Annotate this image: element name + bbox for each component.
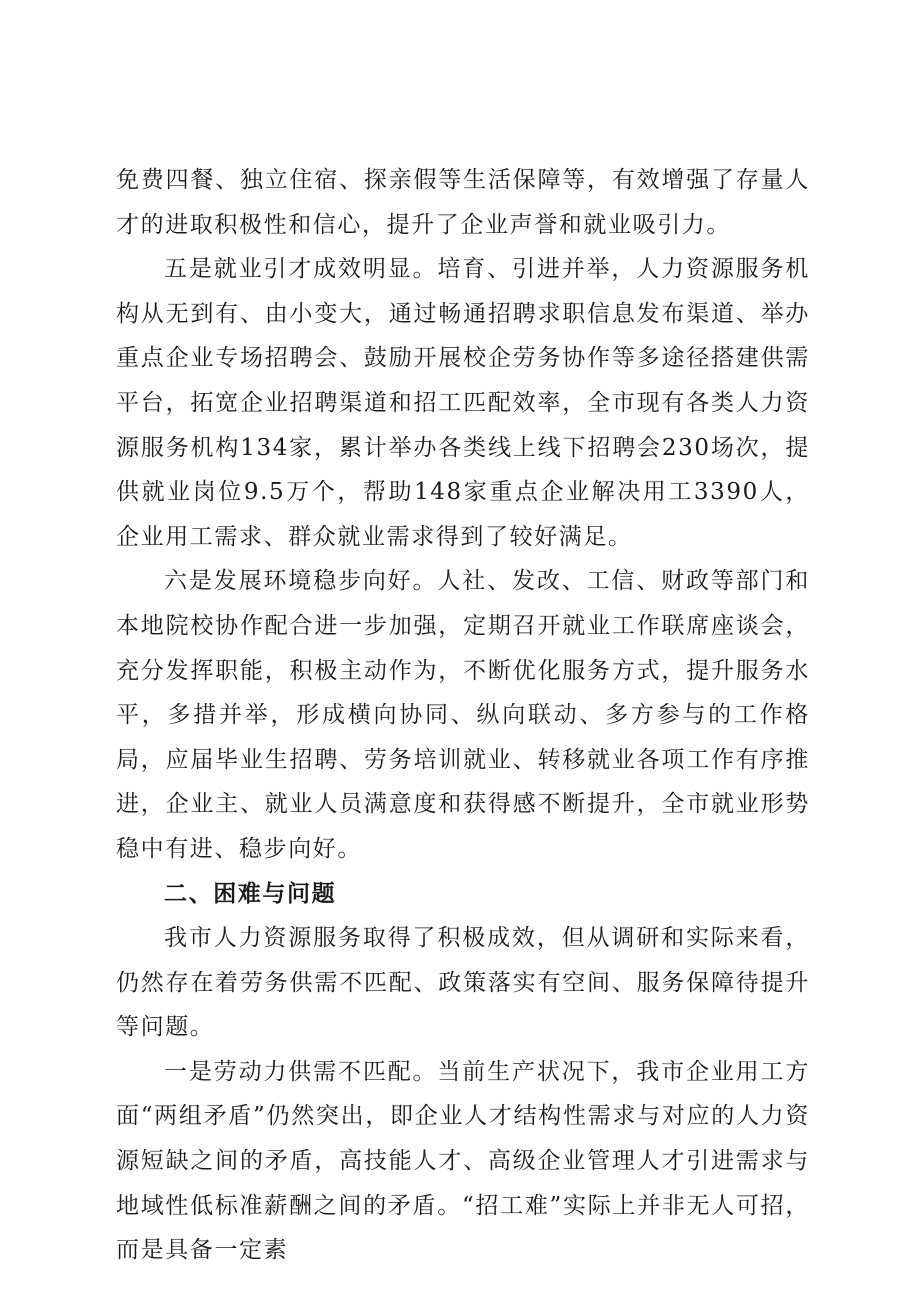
paragraph-problems-overview: 我市人力资源服务取得了积极成效，但从调研和实际来看，仍然存在着劳务供需不匹配、政策落实有空间、服务保障待提升等问题。 — [116, 925, 810, 1041]
paragraph-labor-mismatch: 一是劳动力供需不匹配。当前生产状况下，我市企业用工方面“两组矛盾”仍然突出，即企业人才结构性需求与对应的人力资源短缺之间的矛盾，高技能人才、高级企业管理人才引进需求与地域性低标准薪酬之间的矛盾。“招工难”实际上并非无人可招，而是具备一定素 — [116, 1058, 810, 1264]
document-body — [116, 158, 810, 1273]
paragraph-living-support: 免费四餐、独立住宿、探亲假等生活保障等，有效增强了存量人才的进取积极性和信心，提升了企业声誉和就业吸引力。 — [116, 167, 810, 238]
section-heading-difficulties: 二、困难与问题 — [164, 880, 337, 907]
paragraph-employment-results: 五是就业引才成效明显。培育、引进并举，人力资源服务机构从无到有、由小变大，通过畅通招聘求职信息发布渠道、举办重点企业专场招聘会、鼓励开展校企劳务协作等多途径搭建供需平台，拓宽企业招聘渠道和招工匹配效率，全市现有各类人力资源服务机构134家，累计举办各类线上线下招聘会230场次，提供就业岗位9.5万个，帮助148家重点企业解决用工3390人，企业用工需求、群众就业需求得到了较好满足。 — [116, 256, 810, 550]
paragraph-development-environment: 六是发展环境稳步向好。人社、发改、工信、财政等部门和本地院校协作配合进一步加强，定期召开就业工作联席座谈会，充分发挥职能，积极主动作为，不断优化服务方式，提升服务水平，多措并举，形成横向协同、纵向联动、多方参与的工作格局，应届毕业生招聘、劳务培训就业、转移就业各项工作有序推进，企业主、就业人员满意度和获得感不断提升，全市就业形势稳中有进、稳步向好。 — [116, 568, 810, 862]
